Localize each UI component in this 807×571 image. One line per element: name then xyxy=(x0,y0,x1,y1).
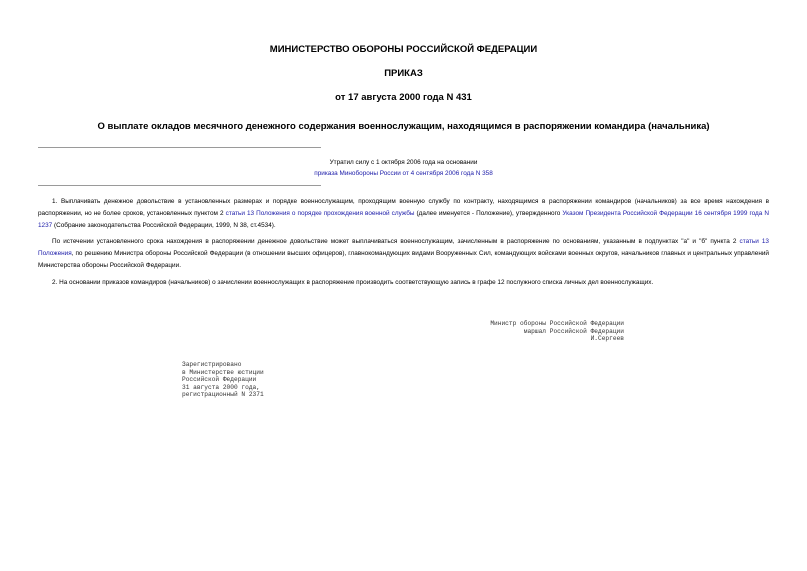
registration-block xyxy=(182,361,264,399)
status-note-line2 xyxy=(0,170,807,177)
divider-top xyxy=(38,147,321,148)
registration-line-3: Российской Федерации xyxy=(182,376,257,384)
para1-text-2: (далее именуется - Положение), утвержденного xyxy=(414,210,563,217)
para3-text: 2. На основании приказов командиров (начальников) о зачислении военнослужащих в распоряжение производить соответствующую запись в графе 12 послужного списка личных дел военнослужащих. xyxy=(52,279,654,286)
regulation-article-link[interactable]: статьи 13 Положения xyxy=(38,238,769,257)
ministry-title: МИНИСТЕРСТВО ОБОРОНЫ РОССИЙСКОЙ ФЕДЕРАЦИИ xyxy=(269,44,538,55)
para2-text-2: , по решению Министра обороны Российской Федерации (в отношении высших офицеров), главнокомандующих видами Вооруженных Сил, командующих войсками военных округов, начальников главных и центральных управлений Министерства обороны Российской Федерации. xyxy=(38,250,769,269)
para2-text-1: По истечении установленного срока нахождения в распоряжении денежное довольствие может выплачиваться военнослужащим, зачисленным в распоряжение по основаниям, указанным в подпунктах "а" и "б" пункта 2 xyxy=(52,238,740,245)
status-note-text: Утратил силу с 1 октября 2006 года на основании xyxy=(329,159,478,166)
signature-line-2: маршал Российской Федерации xyxy=(523,327,624,335)
registration-line-5: регистрационный N 2371 xyxy=(182,391,264,399)
registration-line-4: 31 августа 2000 года, xyxy=(182,383,260,391)
para1-text-3: (Собрание законодательства Российской Федерации, 1999, N 38, ст.4534). xyxy=(52,222,276,229)
paragraph-1 xyxy=(38,196,769,232)
paragraph-3 xyxy=(38,277,769,289)
document-type: ПРИКАЗ xyxy=(384,68,423,79)
divider-bottom xyxy=(38,185,321,186)
presidential-decree-link[interactable]: Указом Президента Российской Федерации 16 сентября 1999 года N 1237 xyxy=(38,210,770,229)
para1-text-1: 1. Выплачивать денежное довольствие в установленных размерах и порядке военнослужащим, проходящим военную службу по контракту, находящимся в распоряжении командиров (начальников) за все время нахождения в распоряжении, но не более сроков, установленных пунктом 2 xyxy=(38,198,769,217)
document-subject: О выплате окладов месячного денежного содержания военнослужащим, находящимся в распоряжении командира (начальника) xyxy=(97,121,710,132)
paragraph-2 xyxy=(38,236,769,272)
document-date-number: от 17 августа 2000 года N 431 xyxy=(335,92,472,103)
signature-line-1: Министр обороны Российской Федерации xyxy=(490,320,624,327)
registration-line-2: в Министерстве юстиции xyxy=(182,368,264,376)
repeal-order-link[interactable]: приказа Минобороны России от 4 сентября 2006 года N 358 xyxy=(314,170,493,177)
signature-line-3: И.Сергеев xyxy=(590,335,624,343)
registration-line-1: Зарегистрировано xyxy=(182,361,242,368)
signature-block xyxy=(490,320,624,343)
regulation-link[interactable]: статьи 13 Положения о порядке прохождения военной службы xyxy=(225,210,415,217)
